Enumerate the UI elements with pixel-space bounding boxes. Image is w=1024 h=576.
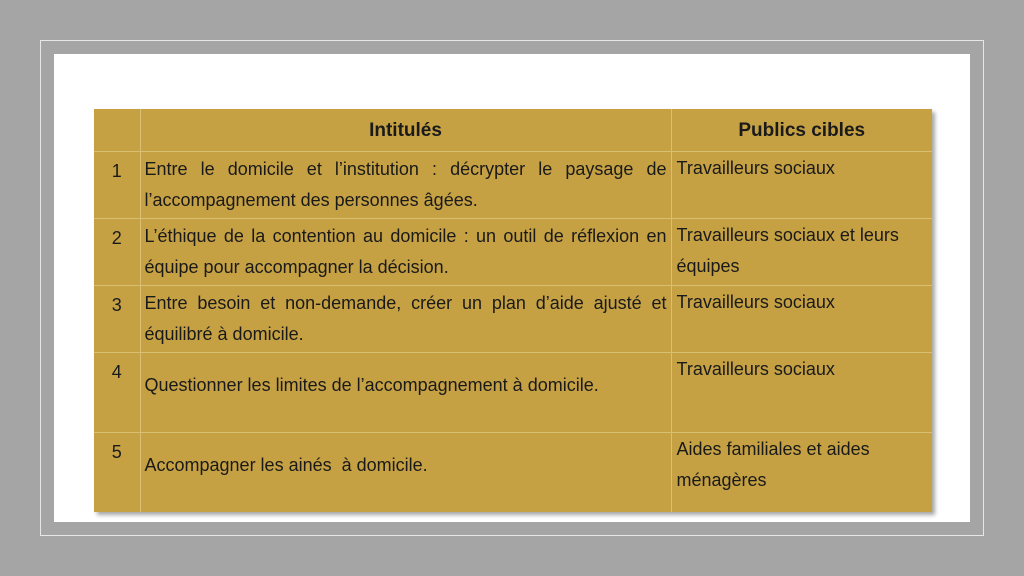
table-row (94, 152, 932, 219)
row-public: Travailleurs sociaux (671, 152, 932, 219)
training-table (94, 109, 932, 512)
row-public: Travailleurs sociaux (671, 286, 932, 353)
training-table-container (94, 109, 932, 512)
header-row (94, 109, 932, 152)
row-public: Travailleurs sociaux (671, 353, 932, 433)
table-row (94, 286, 932, 353)
row-number: 4 (94, 353, 140, 433)
row-title: L’éthique de la contention au domicile : un outil de réflexion en équipe pour accompagner la décision. (140, 219, 671, 286)
row-public: Travailleurs sociaux et leurs équipes (671, 219, 932, 286)
row-public: Aides familiales et aides ménagères (676, 439, 870, 490)
table-row (94, 353, 932, 433)
table-row (94, 219, 932, 286)
table-row (94, 433, 932, 513)
slide (54, 54, 970, 522)
row-number: 2 (94, 219, 140, 286)
row-number: 1 (94, 152, 140, 219)
row-title: Questionner les limites de l’accompagnement à domicile. (140, 353, 671, 433)
header-public: Publics cibles (671, 109, 932, 152)
header-title: Intitulés (140, 109, 671, 152)
row-number: 3 (94, 286, 140, 353)
row-number: 5 (94, 433, 140, 513)
row-title: Entre besoin et non-demande, créer un plan d’aide ajusté et équilibré à domicile. (140, 286, 671, 353)
header-number (94, 109, 140, 152)
row-title: Accompagner les ainés à domicile. (140, 433, 671, 513)
row-title: Entre le domicile et l’institution : décrypter le paysage de l’accompagnement des personnes âgées. (140, 152, 671, 219)
